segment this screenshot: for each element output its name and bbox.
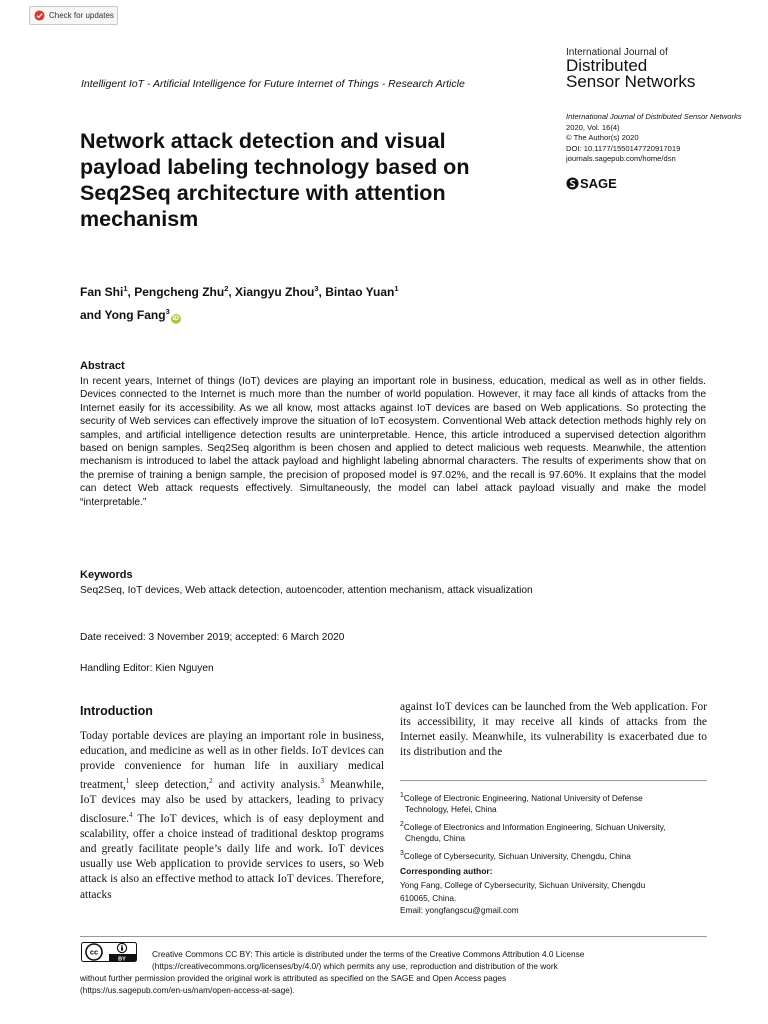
license-line: without further permission provided the original work is attributed as specified on the SAGE and Open Access pages [80, 973, 507, 983]
corresponding-email[interactable]: Email: yongfangscu@gmail.com [400, 905, 519, 915]
author-affiliation-mark: 1 [394, 284, 399, 293]
citation-mark[interactable]: 2 [209, 777, 213, 786]
author-name: Pengcheng Zhu [134, 285, 225, 299]
abstract-text: In recent years, Internet of things (IoT) devices are playing an important role in business, education, medical as well as in other fields. Devices connected to the Internet is much more than the number of world population. However, it may face all kinds of attacks from the Internet easily for its accessibility. As we all know, most attacks against IoT devices are based on Web applications. So protecting the security of Web services can effectively improve the situation of IoT ecosystem. Conventional Web attack detection methods highly rely on samples, and artificial intelligence detection results are uninterpretable. Hence, this article introduced a supervised detection algorithm based on benign samples. Seq2Seq algorithm is been chosen and applied to detect malicious web requests. Meanwhile, the attention mechanism is introduced to label the attack payload and highlight labeling abnormal characters. The results of experiments show that on the premise of training a benign sample, the precision of proposed model is 97.02%, and the recall is 97.60%. It explains that the model can detect Web attack requests effectively. Simultaneously, the model can label attack payload visually and make the model “interpretable.” [80, 376, 706, 508]
affiliation-line: College of Cybersecurity, Sichuan University, Chengdu, China [403, 850, 631, 861]
intro-text: Today portable devices are playing an important role in business, education, and medicine as well as in other fields. IoT devices can provide convenience for human life in auxiliary medical treatment, [80, 730, 384, 792]
intro-text: Meanwhile, IoT devices may also be used by attackers, leading to privacy disclosure. [80, 779, 384, 826]
journal-logo-line2: Distributed [566, 56, 648, 75]
intro-text: sleep detection, [129, 779, 210, 792]
author-name: Xiangyu Zhou [235, 285, 315, 299]
author-affiliation-mark: 1 [123, 284, 128, 293]
license-line[interactable]: (https://us.sagepub.com/en-us/nam/open-access-at-sage). [80, 985, 295, 995]
sage-label: SAGE [580, 176, 617, 191]
abstract-heading: Abstract [80, 360, 125, 372]
author-separator: , [228, 285, 236, 299]
orcid-icon[interactable]: iD [172, 315, 179, 322]
author-separator: , [127, 285, 135, 299]
cc-text: cc [89, 947, 99, 957]
keywords-heading: Keywords [80, 569, 133, 581]
introduction-column-2: against IoT devices can be launched from the Web application. For its accessibility, it may receive all kinds of attacks from the Internet easily. Meanwhile, its vulnerability is exacerbated due to its distribution and the [400, 701, 707, 759]
keywords-text: Seq2Seq, IoT devices, Web attack detection, autoencoder, attention mechanism, attack visualization [80, 585, 533, 596]
affiliation-line: College of Electronics and Information Engineering, Sichuan University, [403, 821, 666, 832]
check-updates-label: Check for updates [49, 11, 114, 20]
meta-url[interactable]: journals.sagepub.com/home/dsn [566, 154, 676, 163]
citation-mark[interactable]: 3 [320, 777, 324, 786]
license-line[interactable]: (https://creativecommons.org/licenses/by/4.0/) which permits any use, reproduction and distribution of the work [152, 961, 558, 971]
author-affiliation-mark: 3 [165, 307, 170, 316]
author-name: Bintao Yuan [325, 285, 395, 299]
license-text [80, 948, 720, 996]
author-separator: , [318, 285, 326, 299]
sage-s-icon [566, 177, 579, 190]
corresponding-line: Yong Fang, College of Cybersecurity, Sichuan University, Chengdu [400, 880, 646, 890]
intro-text: and activity analysis. [212, 779, 321, 792]
dates-line: Date received: 3 November 2019; accepted: 6 March 2020 [80, 632, 345, 643]
article-title: Network attack detection and visual payload labeling technology based on Seq2Seq architecture with attention mechanism [80, 129, 470, 231]
handling-editor: Handling Editor: Kien Nguyen [80, 663, 214, 674]
meta-doi[interactable]: DOI: 10.1177/1550147720917019 [566, 143, 681, 153]
affiliation-line: Chengdu, China [405, 832, 465, 843]
journal-logo-line1: International Journal of [566, 47, 668, 58]
by-text: BY [118, 956, 126, 962]
affiliation-item [400, 819, 710, 844]
corresponding-line: 610065, China. [400, 892, 457, 903]
journal-logo-line3: Sensor Networks [566, 72, 696, 91]
introduction-column-1 [80, 729, 384, 903]
article-meta [566, 112, 756, 165]
affiliation-item [400, 848, 710, 862]
introduction-heading: Introduction [80, 704, 153, 718]
affiliation-mark: 3 [400, 849, 404, 857]
check-updates-icon [34, 10, 45, 21]
affiliations [400, 790, 710, 865]
author-affiliation-mark: 3 [314, 284, 319, 293]
license-divider [80, 936, 707, 937]
meta-journal: International Journal of Distributed Sensor Networks [566, 112, 742, 121]
citation-mark[interactable]: 1 [125, 777, 130, 786]
footnote-divider [400, 780, 707, 781]
journal-logo [566, 48, 756, 90]
author-name: Fan Shi [80, 285, 124, 299]
license-line: Creative Commons CC BY: This article is distributed under the terms of the Creative Commons Attribution 4.0 License [152, 949, 585, 959]
author-affiliation-mark: 2 [224, 284, 229, 293]
affiliation-line: College of Electronic Engineering, National University of Defense [403, 792, 643, 803]
article-series-line: Intelligent IoT - Artificial Intelligence for Future Internet of Things - Research Article [81, 78, 465, 90]
citation-mark[interactable]: 4 [129, 811, 133, 820]
sage-logo [566, 176, 617, 191]
corresponding-author-heading: Corresponding author: [400, 866, 493, 876]
check-for-updates-button[interactable] [29, 6, 118, 25]
author-name: and Yong Fang [80, 308, 166, 322]
meta-volume: 2020, Vol. 16(4) [566, 122, 620, 132]
affiliation-mark: 1 [400, 792, 404, 799]
corresponding-author [400, 879, 710, 917]
meta-copyright: © The Author(s) 2020 [566, 133, 639, 142]
intro-text: The IoT devices, which is of easy deployment and scalability, offer a choice instead of traditional desktop programs and greatly facilitate people’s daily life and work. IoT devices usually use Web application to provide services to users, so Web attack is also an effective method to attack IoT devices. Therefore, attacks [80, 813, 384, 901]
author-list [80, 279, 550, 325]
affiliation-mark: 2 [400, 820, 404, 828]
affiliation-item [400, 790, 710, 815]
affiliation-line: Technology, Hefei, China [405, 803, 497, 814]
